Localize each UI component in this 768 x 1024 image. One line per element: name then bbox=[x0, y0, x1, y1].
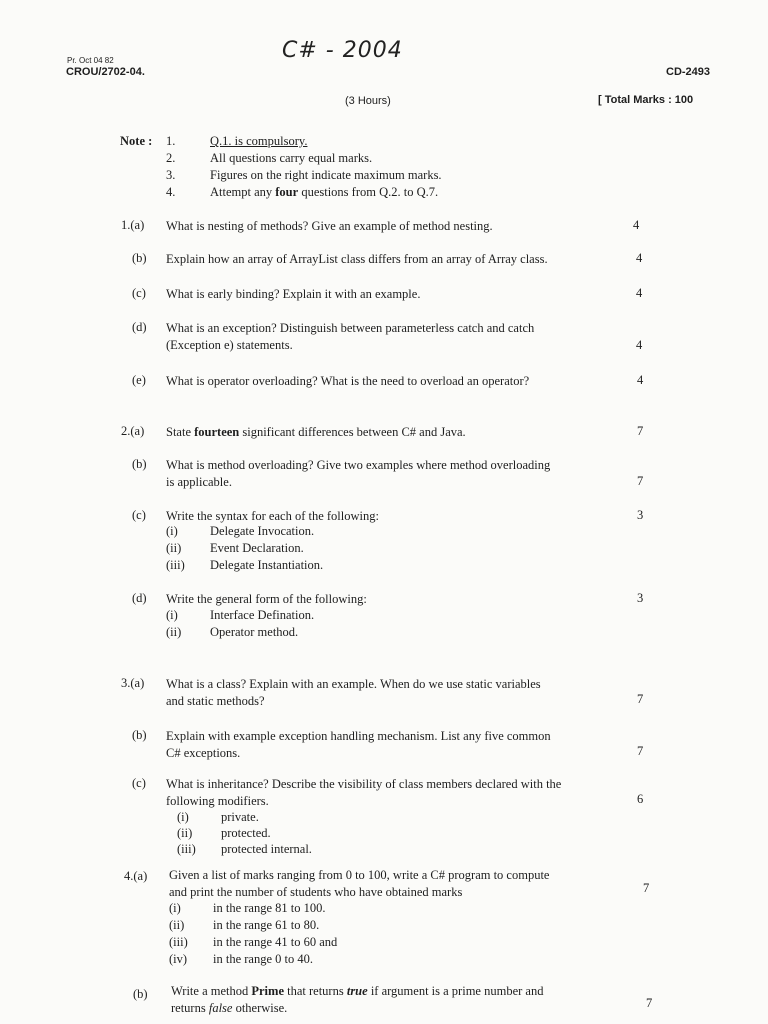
q4b-text-part: that returns bbox=[284, 984, 347, 998]
q2b-label: (b) bbox=[132, 457, 147, 471]
q3c-marks: 6 bbox=[637, 792, 644, 806]
q4b-label: (b) bbox=[133, 987, 148, 1001]
note-text: Figures on the right indicate maximum marks. bbox=[210, 168, 442, 182]
note-item-3 bbox=[166, 168, 442, 183]
note-text: questions from Q.2. to Q.7. bbox=[298, 185, 439, 199]
q4b-text-part: Write a method bbox=[171, 984, 252, 998]
note-num: 1. bbox=[166, 134, 176, 148]
note-text-bold: four bbox=[275, 185, 299, 199]
q4b-line1 bbox=[171, 983, 543, 1000]
q4b-text-part: if argument is a prime number and bbox=[367, 984, 544, 998]
q3c-sub-1 bbox=[177, 810, 259, 825]
q2a-text-part: significant differences between C# and Java. bbox=[239, 425, 466, 439]
sub-roman: (ii) bbox=[169, 918, 185, 932]
q3b-line2: C# exceptions. bbox=[166, 746, 241, 760]
sub-text: Delegate Invocation. bbox=[210, 524, 315, 538]
sub-roman: (i) bbox=[169, 901, 181, 915]
q2a-label: 2.(a) bbox=[121, 424, 145, 438]
sub-roman: (i) bbox=[166, 608, 178, 622]
q3c-sub-2 bbox=[177, 826, 271, 841]
sub-text: in the range 0 to 40. bbox=[213, 952, 313, 966]
q3a-marks: 7 bbox=[637, 692, 644, 706]
q1e-text: What is operator overloading? What is the need to overload an operator? bbox=[166, 374, 530, 388]
q3b-label: (b) bbox=[132, 728, 147, 742]
sub-roman: (iii) bbox=[177, 842, 196, 856]
q1b-text: Explain how an array of ArrayList class differs from an array of Array class. bbox=[166, 252, 548, 266]
q1d-marks: 4 bbox=[636, 338, 643, 352]
q3b-line1: Explain with example exception handling mechanism. List any five common bbox=[166, 729, 551, 743]
duration: (3 Hours) bbox=[345, 95, 391, 107]
q4a-marks: 7 bbox=[643, 881, 650, 895]
sub-text: protected. bbox=[221, 826, 271, 840]
q2a-text-part: State bbox=[166, 425, 195, 439]
note-label: Note : bbox=[120, 134, 153, 148]
q1a-marks: 4 bbox=[633, 218, 640, 232]
q3b-marks: 7 bbox=[637, 744, 644, 758]
sub-text: Event Declaration. bbox=[210, 541, 304, 555]
q2c-sub-1 bbox=[166, 524, 314, 539]
sub-roman: (i) bbox=[166, 524, 178, 538]
note-item-4 bbox=[166, 185, 438, 200]
q4a-line2: and print the number of students who have obtained marks bbox=[169, 885, 463, 899]
q4b-text-italic: true bbox=[346, 984, 368, 998]
sub-text: in the range 61 to 80. bbox=[213, 918, 320, 932]
q4a-sub-2 bbox=[169, 918, 319, 933]
note-num: 3. bbox=[166, 168, 176, 182]
sub-roman: (iv) bbox=[169, 952, 188, 966]
q4a-line1: Given a list of marks ranging from 0 to 100, write a C# program to compute bbox=[169, 868, 550, 882]
q2a-text-bold: fourteen bbox=[194, 425, 240, 439]
q2c-label: (c) bbox=[132, 508, 146, 522]
q1b-label: (b) bbox=[132, 251, 147, 265]
q4b-text-italic: false bbox=[208, 1001, 233, 1015]
q2c-sub-2 bbox=[166, 541, 304, 556]
q2c-marks: 3 bbox=[637, 508, 644, 522]
q2a-marks: 7 bbox=[637, 424, 644, 438]
q3c-label: (c) bbox=[132, 776, 146, 790]
sub-text: in the range 41 to 60 and bbox=[213, 935, 338, 949]
q4b-text-bold: Prime bbox=[251, 984, 284, 998]
q2c-text: Write the syntax for each of the following: bbox=[166, 509, 379, 523]
q4a-sub-4 bbox=[169, 952, 313, 967]
q4b-line2 bbox=[171, 1000, 287, 1017]
paper-code-left: CROU/2702-04. bbox=[66, 66, 145, 78]
q2a-text bbox=[166, 424, 466, 441]
handwritten-title: C# - 2004 bbox=[282, 38, 403, 63]
q2d-marks: 3 bbox=[637, 591, 644, 605]
q2b-marks: 7 bbox=[637, 474, 644, 488]
q1e-marks: 4 bbox=[637, 373, 644, 387]
q2b-line1: What is method overloading? Give two examples where method overloading bbox=[166, 458, 551, 472]
q1d-line2: (Exception e) statements. bbox=[166, 338, 293, 352]
sub-roman: (i) bbox=[177, 810, 189, 824]
q3c-sub-3 bbox=[177, 842, 312, 857]
note-text: Q.1. is compulsory. bbox=[210, 134, 308, 148]
q2d-label: (d) bbox=[132, 591, 147, 605]
sub-text: Interface Defination. bbox=[210, 608, 315, 622]
q2d-sub-2 bbox=[166, 625, 298, 640]
sub-text: private. bbox=[221, 810, 259, 824]
q3a-line1: What is a class? Explain with an example. When do we use static variables bbox=[166, 677, 541, 691]
print-date: Pr. Oct 04 82 bbox=[67, 56, 114, 65]
note-item-2 bbox=[166, 151, 372, 166]
note-text: Attempt any bbox=[210, 185, 276, 199]
q1d-label: (d) bbox=[132, 320, 147, 334]
q1a-text: What is nesting of methods? Give an example of method nesting. bbox=[166, 219, 493, 233]
q3a-label: 3.(a) bbox=[121, 676, 145, 690]
q4b-text-part: returns bbox=[171, 1001, 209, 1015]
q4a-label: 4.(a) bbox=[124, 869, 148, 883]
sub-roman: (iii) bbox=[169, 935, 188, 949]
q2b-line2: is applicable. bbox=[166, 475, 232, 489]
note-text: All questions carry equal marks. bbox=[210, 151, 373, 165]
q1e-label: (e) bbox=[132, 373, 146, 387]
sub-roman: (iii) bbox=[166, 558, 185, 572]
sub-roman: (ii) bbox=[166, 541, 182, 555]
note-num: 2. bbox=[166, 151, 176, 165]
q1c-text: What is early binding? Explain it with an example. bbox=[166, 287, 421, 301]
q2d-text: Write the general form of the following: bbox=[166, 592, 367, 606]
sub-text: Operator method. bbox=[210, 625, 299, 639]
q4a-sub-3 bbox=[169, 935, 337, 950]
q1c-label: (c) bbox=[132, 286, 146, 300]
q1d-line1: What is an exception? Distinguish between parameterless catch and catch bbox=[166, 321, 535, 335]
q4b-text-part: otherwise. bbox=[232, 1001, 288, 1015]
note-num: 4. bbox=[166, 185, 176, 199]
q1b-marks: 4 bbox=[636, 251, 643, 265]
note-item-1 bbox=[166, 134, 307, 149]
sub-roman: (ii) bbox=[177, 826, 193, 840]
q3c-line2: following modifiers. bbox=[166, 794, 269, 808]
q2d-sub-1 bbox=[166, 608, 314, 623]
q1c-marks: 4 bbox=[636, 286, 643, 300]
q1a-label: 1.(a) bbox=[121, 218, 145, 232]
sub-text: protected internal. bbox=[221, 842, 312, 856]
q3c-line1: What is inheritance? Describe the visibility of class members declared with the bbox=[166, 777, 562, 791]
sub-roman: (ii) bbox=[166, 625, 182, 639]
sub-text: in the range 81 to 100. bbox=[213, 901, 326, 915]
q4b-marks: 7 bbox=[646, 996, 653, 1010]
sub-text: Delegate Instantiation. bbox=[210, 558, 324, 572]
q2c-sub-3 bbox=[166, 558, 323, 573]
paper-code-right: CD-2493 bbox=[666, 66, 711, 78]
q3a-line2: and static methods? bbox=[166, 694, 265, 708]
total-marks: [ Total Marks : 100 bbox=[598, 94, 694, 106]
q4a-sub-1 bbox=[169, 901, 325, 916]
